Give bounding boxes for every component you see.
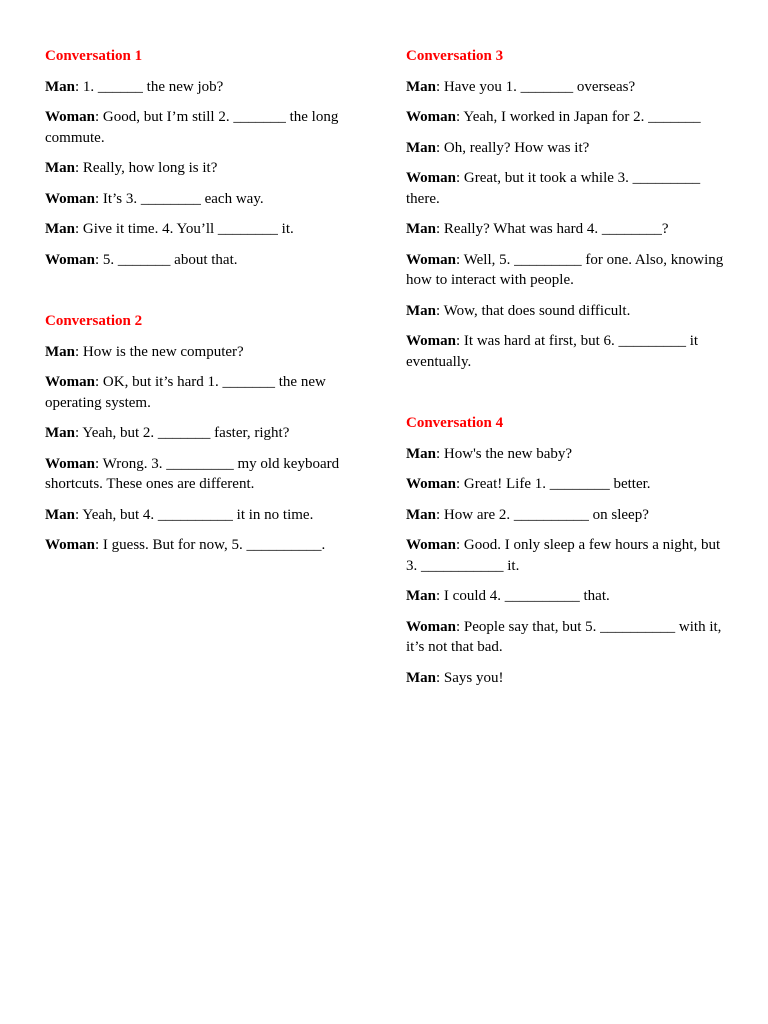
dialogue-text: : Oh, really? How was it?	[436, 139, 590, 156]
speaker-label: Man	[406, 302, 436, 319]
dialogue-text: : Give it time. 4. You’ll ________ it.	[75, 221, 294, 237]
dialogue-text: : People say that, but 5. __________ with it, it’s not that bad.	[406, 618, 722, 655]
dialogue-text: : I could 4. __________ that.	[436, 588, 610, 604]
speaker-label: Woman	[45, 109, 96, 125]
speaker-label: Man	[45, 221, 75, 237]
dialogue-line	[45, 423, 355, 444]
speaker-label: Woman	[406, 333, 457, 349]
dialogue-text: : 5. _______ about that.	[95, 251, 238, 268]
speaker-label: Woman	[406, 109, 457, 125]
speaker-label: Woman	[406, 170, 457, 186]
conversation-1	[45, 46, 355, 270]
speaker-label: Man	[406, 506, 436, 523]
dialogue-text: : I guess. But for now, 5. __________.	[95, 537, 326, 553]
dialogue-text: : Really? What was hard 4. ________?	[436, 221, 669, 237]
conversation-4	[406, 413, 728, 688]
dialogue-text: : Really, how long is it?	[75, 160, 218, 176]
speaker-label: Man	[406, 139, 436, 156]
speaker-label: Man	[406, 669, 436, 686]
dialogue-text: : Great, but it took a while 3. _________ there.	[406, 170, 701, 207]
dialogue-text: : It was hard at first, but 6. _________ it eventually.	[406, 333, 699, 370]
dialogue-text: : How's the new baby?	[436, 445, 573, 462]
speaker-label: Man	[406, 588, 436, 604]
dialogue-line	[45, 505, 355, 526]
dialogue-line	[406, 77, 728, 98]
dialogue-line	[45, 107, 355, 148]
dialogue-text: : Good. I only sleep a few hours a night, but 3. ___________ it.	[406, 537, 721, 574]
dialogue-text: : Great! Life 1. ________ better.	[456, 476, 651, 492]
dialogue-line	[406, 668, 728, 689]
speaker-label: Man	[406, 221, 436, 237]
speaker-label: Man	[45, 425, 75, 441]
dialogue-line	[45, 342, 355, 363]
speaker-label: Man	[45, 78, 75, 95]
dialogue-text: : Wow, that does sound difficult.	[436, 302, 631, 319]
conversation-title: Conversation 2	[45, 313, 143, 329]
conversation-2	[45, 311, 355, 556]
speaker-label: Woman	[406, 618, 457, 635]
dialogue-line	[45, 454, 355, 495]
dialogue-text: : How are 2. __________ on sleep?	[436, 506, 649, 523]
speaker-label: Woman	[406, 537, 457, 553]
dialogue-text: : Yeah, but 4. __________ it in no time.	[75, 506, 314, 523]
dialogue-line	[406, 250, 728, 291]
speaker-label: Woman	[406, 251, 457, 268]
speaker-label: Man	[406, 445, 436, 462]
dialogue-line	[406, 535, 728, 576]
speaker-label: Woman	[45, 190, 96, 207]
left-column	[45, 46, 355, 597]
speaker-label: Woman	[406, 476, 457, 492]
speaker-label: Woman	[45, 374, 96, 390]
dialogue-text: : Yeah, but 2. _______ faster, right?	[75, 425, 290, 441]
dialogue-line	[406, 617, 728, 658]
dialogue-text: : It’s 3. ________ each way.	[95, 190, 264, 207]
dialogue-text: : OK, but it’s hard 1. _______ the new operating system.	[45, 374, 326, 411]
right-column	[406, 46, 728, 729]
conversation-title: Conversation 4	[406, 415, 504, 431]
conversation-title: Conversation 3	[406, 48, 504, 64]
dialogue-text: : Says you!	[436, 669, 504, 686]
dialogue-line	[406, 474, 728, 495]
dialogue-text: : Good, but I’m still 2. _______ the long commute.	[45, 109, 339, 146]
dialogue-line	[406, 505, 728, 526]
dialogue-line	[406, 301, 728, 322]
speaker-label: Woman	[45, 455, 96, 472]
conversation-title: Conversation 1	[45, 48, 143, 64]
dialogue-line	[406, 586, 728, 607]
dialogue-line	[406, 331, 728, 372]
dialogue-line	[406, 168, 728, 209]
dialogue-text: : 1. ______ the new job?	[75, 78, 224, 95]
dialogue-line	[45, 158, 355, 179]
dialogue-line	[45, 535, 355, 556]
dialogue-line	[406, 107, 728, 128]
dialogue-line	[45, 372, 355, 413]
dialogue-line	[45, 77, 355, 98]
dialogue-text: : Have you 1. _______ overseas?	[436, 78, 636, 95]
speaker-label: Man	[45, 160, 75, 176]
dialogue-line	[45, 189, 355, 210]
conversation-3	[406, 46, 728, 372]
dialogue-line	[45, 250, 355, 271]
speaker-label: Man	[45, 506, 75, 523]
speaker-label: Woman	[45, 537, 96, 553]
dialogue-line	[406, 138, 728, 159]
dialogue-line	[45, 219, 355, 240]
speaker-label: Man	[45, 343, 75, 360]
dialogue-text: : Yeah, I worked in Japan for 2. _______	[456, 109, 701, 125]
dialogue-text: : Well, 5. _________ for one. Also, knowing how to interact with people.	[406, 251, 724, 288]
dialogue-line	[406, 219, 728, 240]
dialogue-line	[406, 444, 728, 465]
speaker-label: Woman	[45, 251, 96, 268]
speaker-label: Man	[406, 78, 436, 95]
dialogue-text: : How is the new computer?	[75, 343, 244, 360]
dialogue-text: : Wrong. 3. _________ my old keyboard shortcuts. These ones are different.	[45, 455, 340, 492]
